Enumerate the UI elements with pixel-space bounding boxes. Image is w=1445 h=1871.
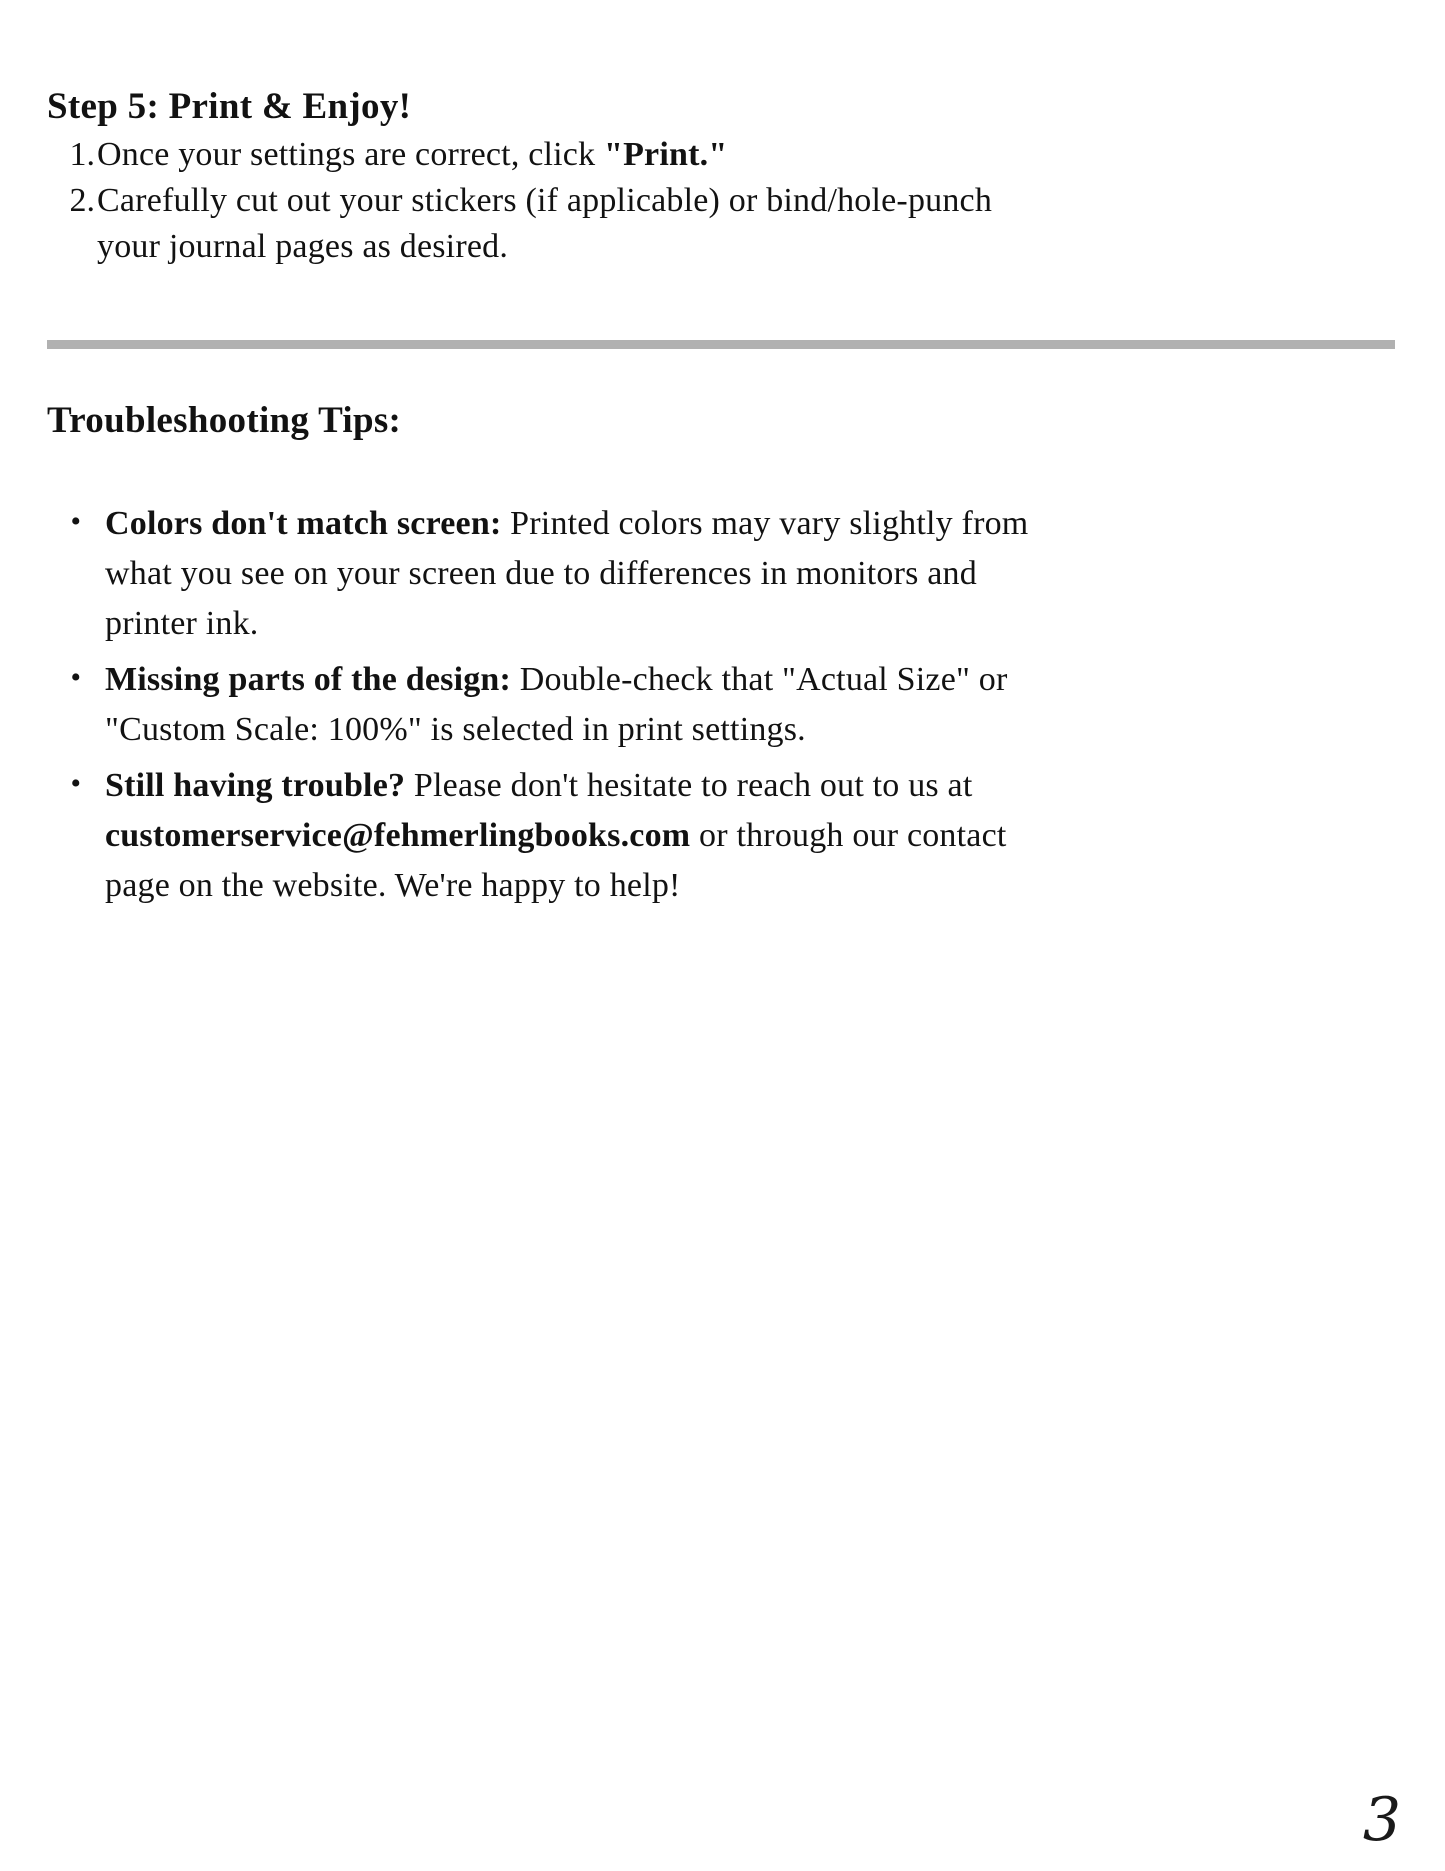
list-item-line [105, 861, 1395, 911]
list-item-line [105, 549, 1395, 599]
list-item-line [105, 811, 1395, 861]
text-segment: Carefully cut out your stickers (if applicable) or bind/hole-punch [97, 182, 993, 219]
text-segment: Once your settings are correct, click [97, 136, 604, 173]
page-number: 3 [1362, 1785, 1401, 1855]
text-segment: "Custom Scale: 100%" is selected in print settings. [105, 711, 806, 748]
document-page [0, 0, 1445, 911]
list-item-line [105, 599, 1395, 649]
list-item [47, 499, 1395, 649]
step5-ordered-list [47, 132, 1395, 270]
text-segment: Please don't hesitate to reach out to us at [405, 767, 973, 804]
list-item [47, 178, 1395, 270]
text-segment: page on the website. We're happy to help! [105, 867, 681, 904]
text-segment: Double-check that "Actual Size" or [511, 661, 1008, 698]
text-segment: printer ink. [105, 605, 259, 642]
list-item-line [97, 132, 1395, 178]
list-item-line [105, 655, 1395, 705]
email-address: customerservice@fehmerlingbooks.com [105, 817, 691, 854]
list-number: 2. [69, 182, 95, 219]
text-segment-bold: Still having trouble? [105, 767, 406, 804]
tips-bullet-list [47, 499, 1395, 911]
list-item-line [105, 499, 1395, 549]
list-item [47, 655, 1395, 755]
list-item-line [97, 178, 1395, 224]
text-segment: what you see on your screen due to differences in monitors and [105, 555, 977, 592]
list-item [47, 132, 1395, 178]
text-segment-bold: "Print." [604, 136, 728, 173]
list-item-line [105, 761, 1395, 811]
step5-heading: Step 5: Print & Enjoy! [47, 86, 412, 127]
bullet-icon: • [70, 661, 81, 694]
list-item-line [97, 224, 1395, 270]
text-segment: Printed colors may vary slightly from [501, 505, 1029, 542]
tips-heading: Troubleshooting Tips: [47, 400, 402, 441]
bullet-icon: • [70, 505, 81, 538]
list-number: 1. [69, 136, 95, 173]
list-item-line [105, 705, 1395, 755]
horizontal-divider [47, 340, 1395, 349]
bullet-icon: • [70, 767, 81, 800]
list-item [47, 761, 1395, 911]
text-segment: your journal pages as desired. [97, 228, 509, 265]
text-segment: or through our contact [690, 817, 1007, 854]
text-segment-bold: Missing parts of the design: [105, 661, 512, 698]
text-segment-bold: Colors don't match screen: [105, 505, 502, 542]
